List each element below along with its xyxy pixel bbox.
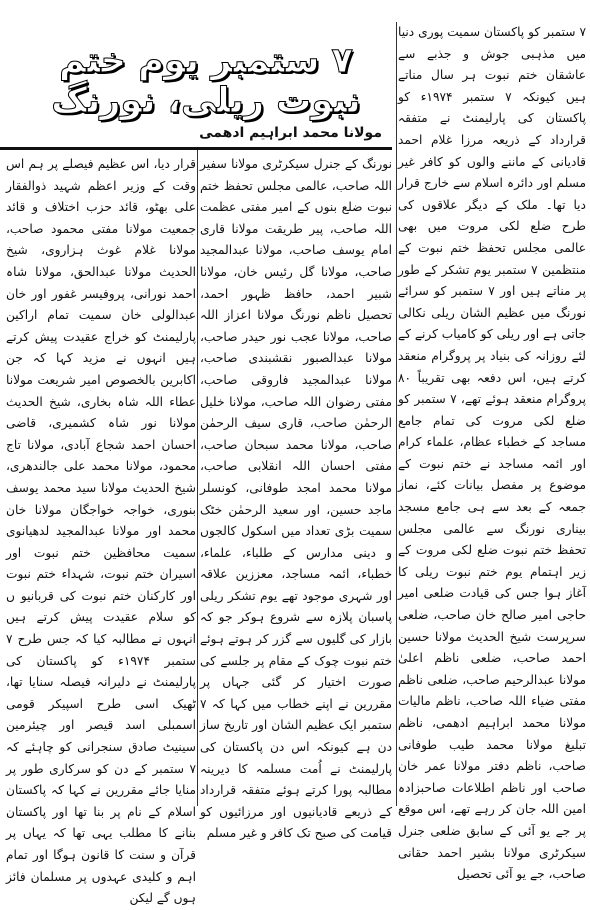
column-middle-text: نورنگ کے جنرل سیکرٹری مولانا سفیر اللہ صاحب، عالمی مجلس تحفظ ختم نبوت ضلع بنوں کے امیر مفتی عظمت اللہ صاحب، پیر طریقت مولانا قاری امام یوسف صاحب، مولانا عبدالمجید صاحب، مولانا گل رئیس خان، مولانا شبیر احمد، حافظ ظہور احمد، تحصیل ناظم نورنگ مولانا اعزاز اللہ صاحب، مولانا عجب نور حیدر صاحب، مولانا عبدالصبور نقشبندی صاحب، مولانا عبدالمجید فاروقی صاحب، مفتی رضوان اللہ صاحب، مولانا خلیل الرحمٰن صاحب، قاری سیف الرحمٰن صاحب، مولانا محمد سبحان صاحب، مفتی احسان اللہ انقلابی صاحب، مولانا محمد امجد طوفانی، کونسلر ماجد حسین، اور سعید الرحمٰن خٹک سمیت بڑی تعداد میں اسکول کالجوں و دینی مدارس کے طلباء، علماء، خطباء، ائمہ مساجد، معززین علاقہ اور شہری موجود تھے یوم تشکر ریلی پاسبان پلازہ سے شروع ہوکر جو کہ بازار کی گلیوں سے گزر کر ہوتے ہوئے ختم نبوت چوک کے مقام پر جلسے کی صورت اختیار کر گئی جہاں پر مقررین نے اپنے خطاب میں کہا کہ ۷ ستمبر ایک عظیم الشان اور تاریخ ساز دن ہے کیونکہ اس دن پاکستان کی پارلیمنٹ نے اُمت مسلمہ کا دیرینہ مطالبہ پورا کرتے ہوئے متفقہ قرارداد کے ذریعے قادیانیوں اور مرزائیوں کو قیامت کی صبح تک کافر و غیر مسلم [200,157,392,841]
article-column-middle [200,154,392,841]
article-column-left [6,154,196,906]
column-divider-left [197,150,198,806]
column-divider-right [396,22,397,806]
article-byline: مولانا محمد ابراہیم ادھمی [199,125,382,141]
headline-divider [0,147,392,150]
column-left-text: قرار دیا، اس عظیم فیصلے پر ہم اس وقت کے وزیر اعظم شہید ذوالفقار علی بھٹو، قائد حزب اختلاف و قائد جمعیت مولانا مفتی محمود صاحب، مولانا غلام غوث ہزاروی، شیخ الحدیث مولانا عبدالحق، مولانا شاہ احمد نورانی، پروفیسر غفور اور خان عبدالولی خان سمیت تمام اراکین پارلیمنٹ کو خراج عقیدت پیش کرتے ہیں انہوں نے مزید کہا کہ جن اکابرین بالخصوص امیر شریعت مولانا عطاء اللہ شاہ بخاری، شیخ الحدیث مولانا نور شاہ کشمیری، قاضی احسان احمد شجاع آبادی، مولانا تاج محمود، مولانا محمد علی جالندھری، شیخ الحدیث مولانا سید محمد یوسف بنوری، خواجہ خواجگان مولانا خان محمد اور مولانا عبدالمجید لدھیانوی سمیت محافظین ختم نبوت اور اسیران ختم نبوت، شہداء ختم نبوت اور کارکنان ختم نبوت کی قربانیو ں کو سلام عقیدت پیش کرتے ہیں انہوں نے مطالبہ کیا کہ جس طرح ۷ ستمبر ۱۹۷۴ء کو پاکستان کی پارلیمنٹ نے دلیرانہ فیصلہ سنایا تھا، ٹھیک اسی طرح اسپیکر قومی اسمبلی اسد قیصر اور چیئرمین سینیٹ صادق سنجرانی کو چاہئے کہ ۷ ستمبر کے دن کو سرکاری طور پر منایا جائے مقررین نے کہا کہ پاکستان اسلام کے نام پر بنا تھا اور پاکستان بنانے کا مطلب یہی تھا کہ یہاں پر قرآن و سنت کا قانون ہوگا اور تمام اہم و کلیدی عہدوں پر مسلمان فائز ہوں گے لیکن [6,157,196,906]
article-column-right [398,22,587,882]
article-headline [14,36,398,126]
headline-text: ۷ ستمبر یوم ختم نبوت ریلی، نورنگ [51,41,361,121]
column-right-text: ۷ ستمبر کو پاکستان سمیت پوری دنیا میں مذہبی جوش و جذبے سے عاشقان ختم نبوت ہر سال مناتے ہیں کیونکہ ۷ ستمبر ۱۹۷۴ء کو پاکستان کی پارلیمنٹ نے متفقہ قرارداد کے ذریعہ مرزا غلام احمد قادیانی کے ماننے والوں کو کافر غیر مسلم اور دائرہ اسلام سے خارج قرار دیا تھا۔ ملک کے دیگر علاقوں کی طرح ضلع لکی مروت میں بھی عالمی مجلس تحفظ ختم نبوت کے منتظمین ۷ ستمبر یوم تشکر کے طور پر مناتے ہیں اور ۷ ستمبر کو سرائے نورنگ میں عظیم الشان ریلی نکالی جاتی ہے اور ریلی کو کامیاب کرنے کے لئے روزانہ کی بنیاد پر پروگرام منعقد کرتے ہیں، اس دفعہ بھی تقریباً ۸۰ پروگرام منعقد ہوئے تھے، ۷ ستمبر کو ضلع لکی مروت کی تمام جامع مساجد کے خطباء عظام، علماء کرام اور ائمہ مساجد نے ختم نبوت کے موضوع پر مفصل بیانات کئے، نماز جمعہ کے بعد سے ہی جامع مسجد بیناری نورنگ سے عالمی مجلس تحفظ ختم نبوت ضلع لکی مروت کے زیر اہتمام یوم ختم نبوت ریلی کا آغاز ہوا جس کی قیادت ضلعی امیر حاجی امیر صالح خان صاحب، ضلعی سرپرست شیخ الحدیث مولانا حسین احمد صاحب، ضلعی ناظم اعلیٰ مولانا عبدالرحیم صاحب، ضلعی ناظم مفتی ضیاء اللہ صاحب، ناظم مالیات مولانا محمد ابراہیم ادھمی، ناظم تبلیغ مولانا محمد طیب طوفانی صاحب، ناظم دفتر مولانا عمر خان صاحب اور ناظم اطلاعات صاحبزادہ امین اللہ جان کر رہے تھے، اس موقع پر جے یو آئی کے سابق ضلعی جنرل سیکرٹری مولانا بشیر احمد حقانی صاحب، جے یو آئی تحصیل [398,25,587,882]
